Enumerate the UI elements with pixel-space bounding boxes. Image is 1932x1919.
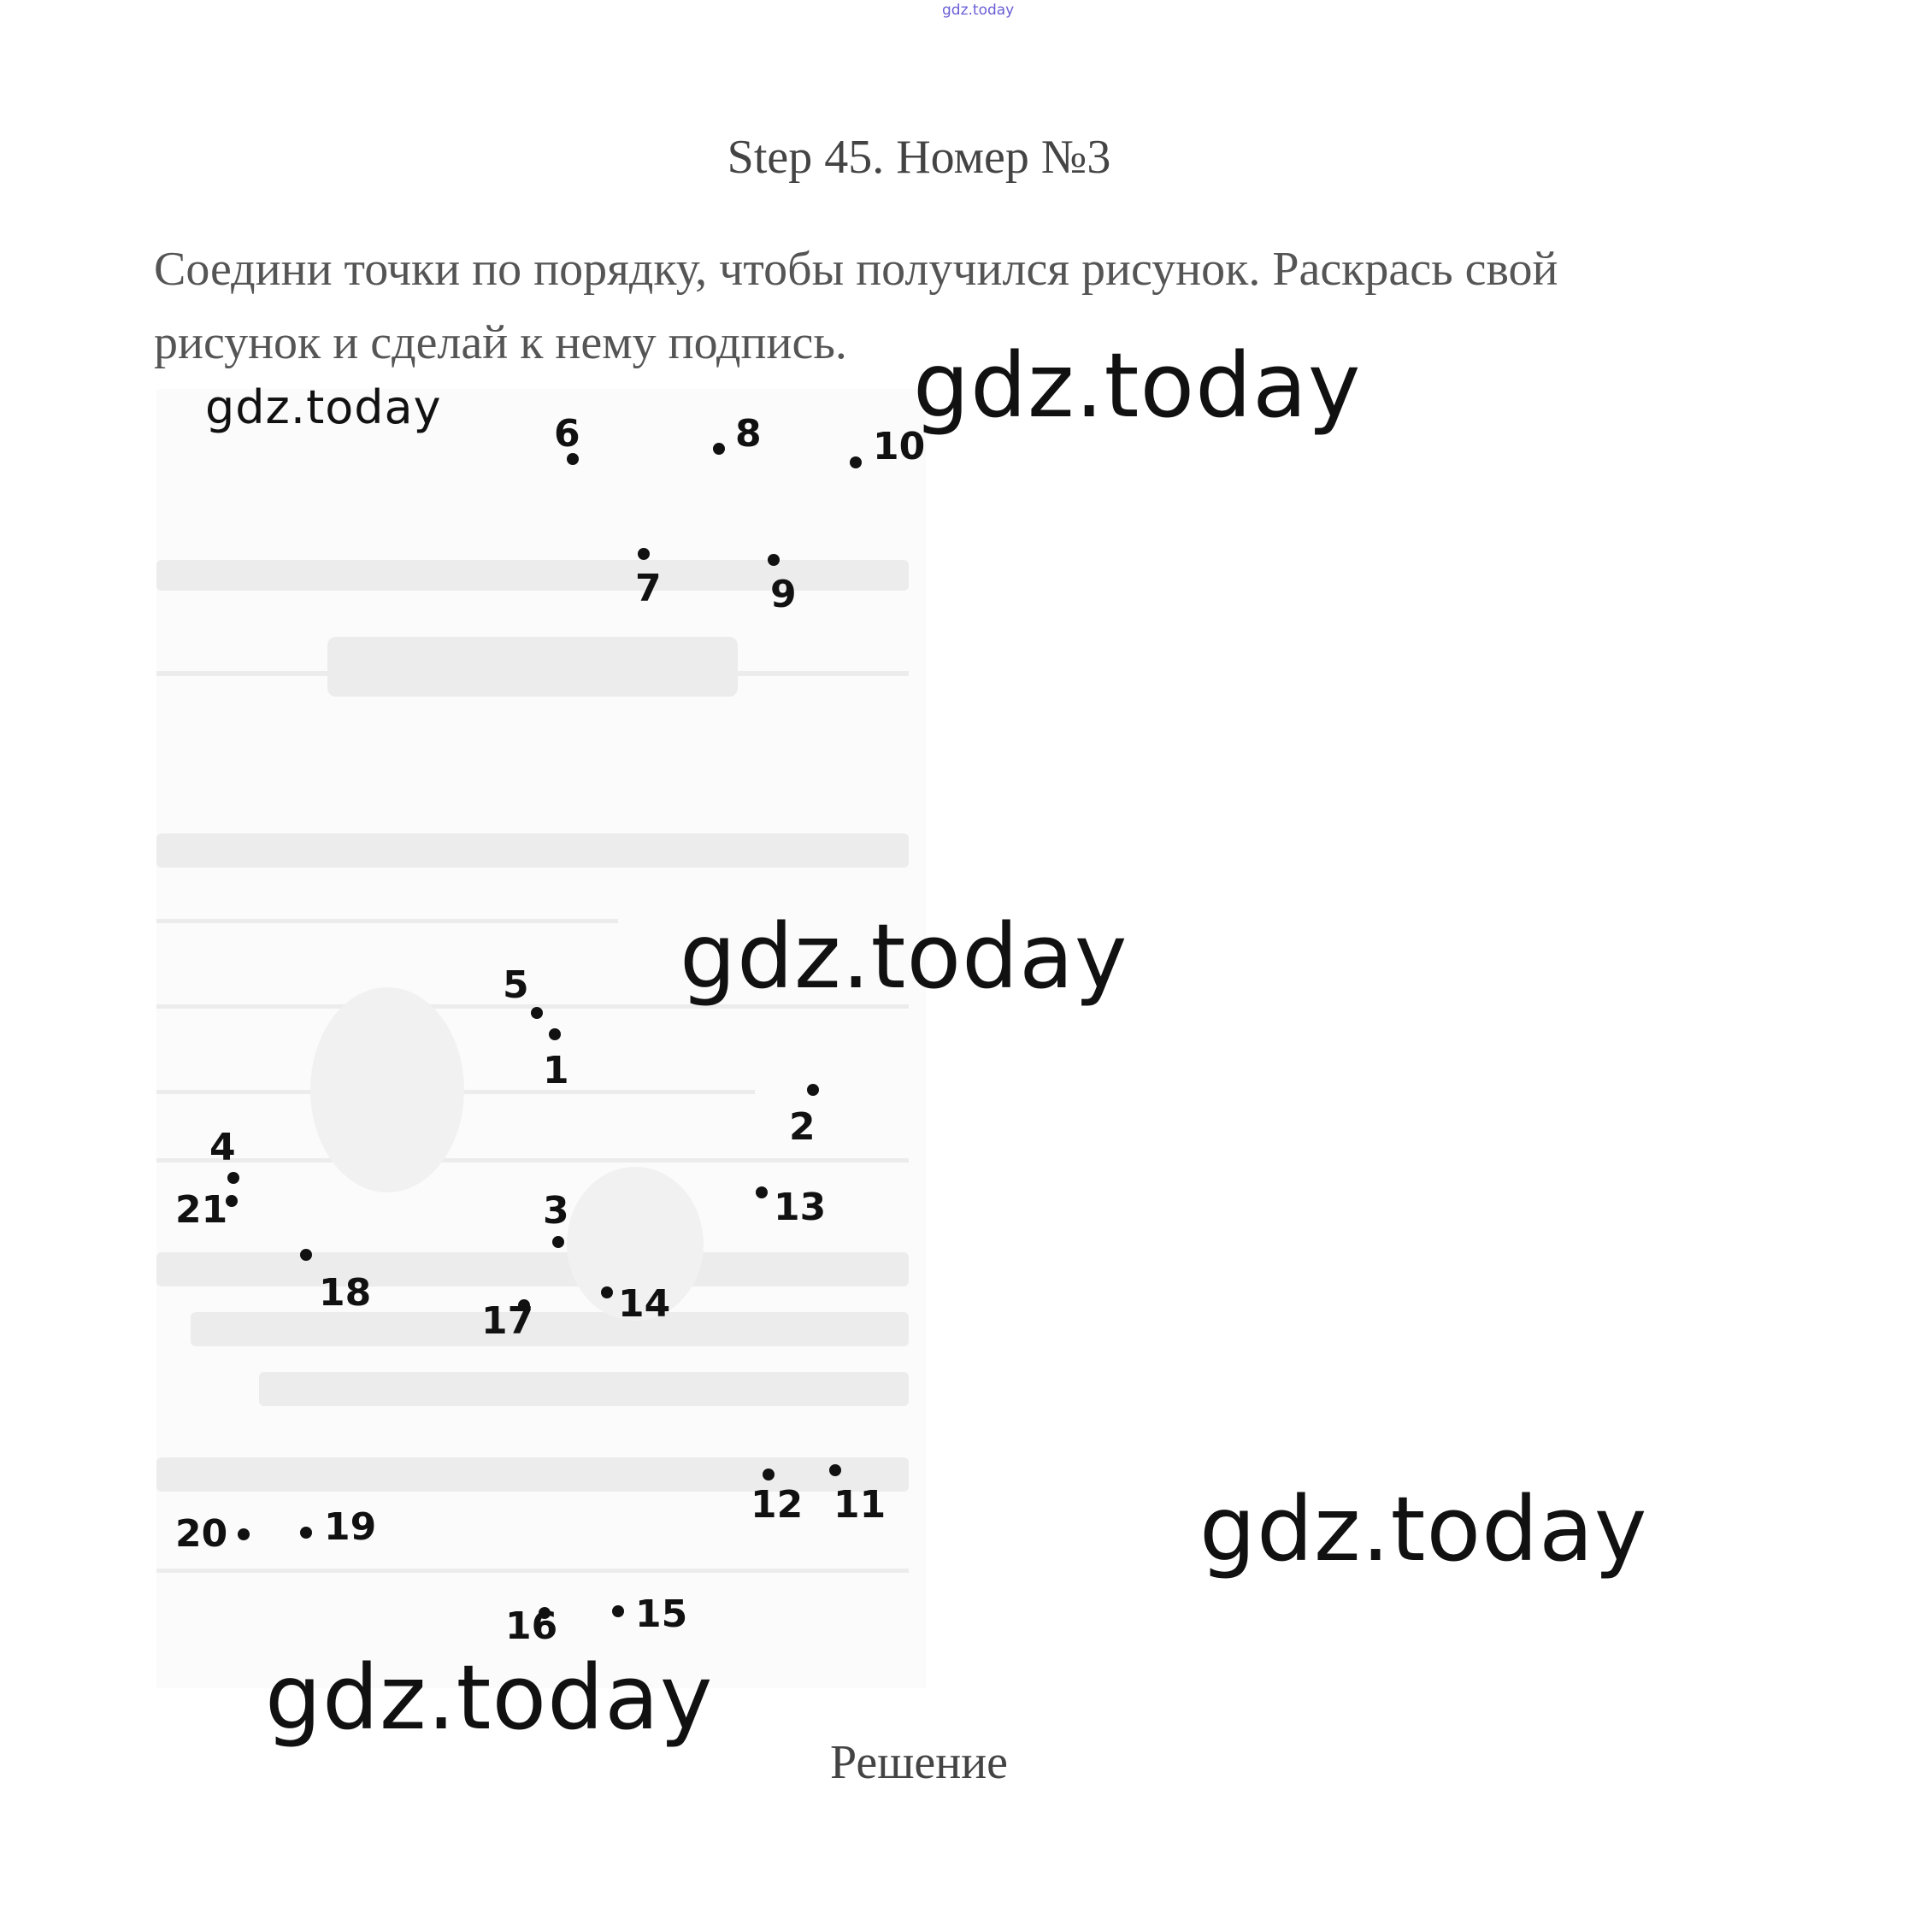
dot-label-4: 4 <box>209 1126 236 1169</box>
dot-label-18: 18 <box>319 1271 372 1315</box>
solution-heading[interactable]: Решение <box>829 1736 1009 1789</box>
instructions-line-2: рисунок и сделай к нему подпись. <box>154 316 847 369</box>
dot-label-16: 16 <box>505 1604 558 1648</box>
watermark-text: gdz.today <box>680 904 1128 1009</box>
dot-10 <box>850 456 862 468</box>
dot-to-dot-worksheet <box>156 389 926 1688</box>
dot-label-15: 15 <box>635 1592 688 1636</box>
dot-14 <box>601 1286 613 1298</box>
dot-label-5: 5 <box>503 963 529 1007</box>
instructions-line-1: Соедини точки по порядку, чтобы получился рисунок. Раскрась свой <box>154 243 1558 296</box>
dot-label-3: 3 <box>543 1189 569 1233</box>
dot-1 <box>549 1028 561 1040</box>
dot-7 <box>638 548 650 560</box>
dot-label-20: 20 <box>175 1512 228 1556</box>
dot-11 <box>829 1464 841 1476</box>
worksheet-canvas <box>156 389 926 1688</box>
dot-20 <box>238 1528 250 1540</box>
dot-label-12: 12 <box>751 1483 804 1527</box>
dot-label-14: 14 <box>618 1282 671 1326</box>
dot-5 <box>531 1007 543 1019</box>
dot-label-19: 19 <box>324 1505 377 1549</box>
dot-18 <box>300 1249 312 1261</box>
dot-label-7: 7 <box>635 567 662 610</box>
watermark-text: gdz.today <box>205 380 442 434</box>
dot-label-1: 1 <box>543 1049 569 1092</box>
watermark-text: gdz.today <box>265 1645 714 1750</box>
dot-label-10: 10 <box>873 425 926 468</box>
dot-label-13: 13 <box>774 1186 827 1229</box>
dot-8 <box>713 443 725 455</box>
dot-label-2: 2 <box>789 1105 816 1149</box>
watermark-text: gdz.today <box>1199 1477 1648 1581</box>
dot-19 <box>300 1527 312 1539</box>
watermark-text: gdz.today <box>913 333 1362 438</box>
dot-9 <box>768 554 780 566</box>
dot-label-11: 11 <box>833 1483 886 1527</box>
dot-2 <box>807 1084 819 1096</box>
dot-4 <box>227 1172 239 1184</box>
dot-12 <box>763 1469 775 1480</box>
dot-label-9: 9 <box>770 573 797 616</box>
dot-13 <box>756 1186 768 1198</box>
faded-background-page <box>156 389 926 1688</box>
dot-label-21: 21 <box>175 1188 228 1232</box>
site-link[interactable]: gdz.today <box>942 2 1015 19</box>
dot-label-17: 17 <box>481 1299 534 1343</box>
dot-15 <box>612 1605 624 1617</box>
page-title: Step 45. Номер №3 <box>727 131 1111 184</box>
dot-label-8: 8 <box>735 412 762 456</box>
dot-label-6: 6 <box>554 412 580 456</box>
dot-3 <box>552 1236 564 1248</box>
